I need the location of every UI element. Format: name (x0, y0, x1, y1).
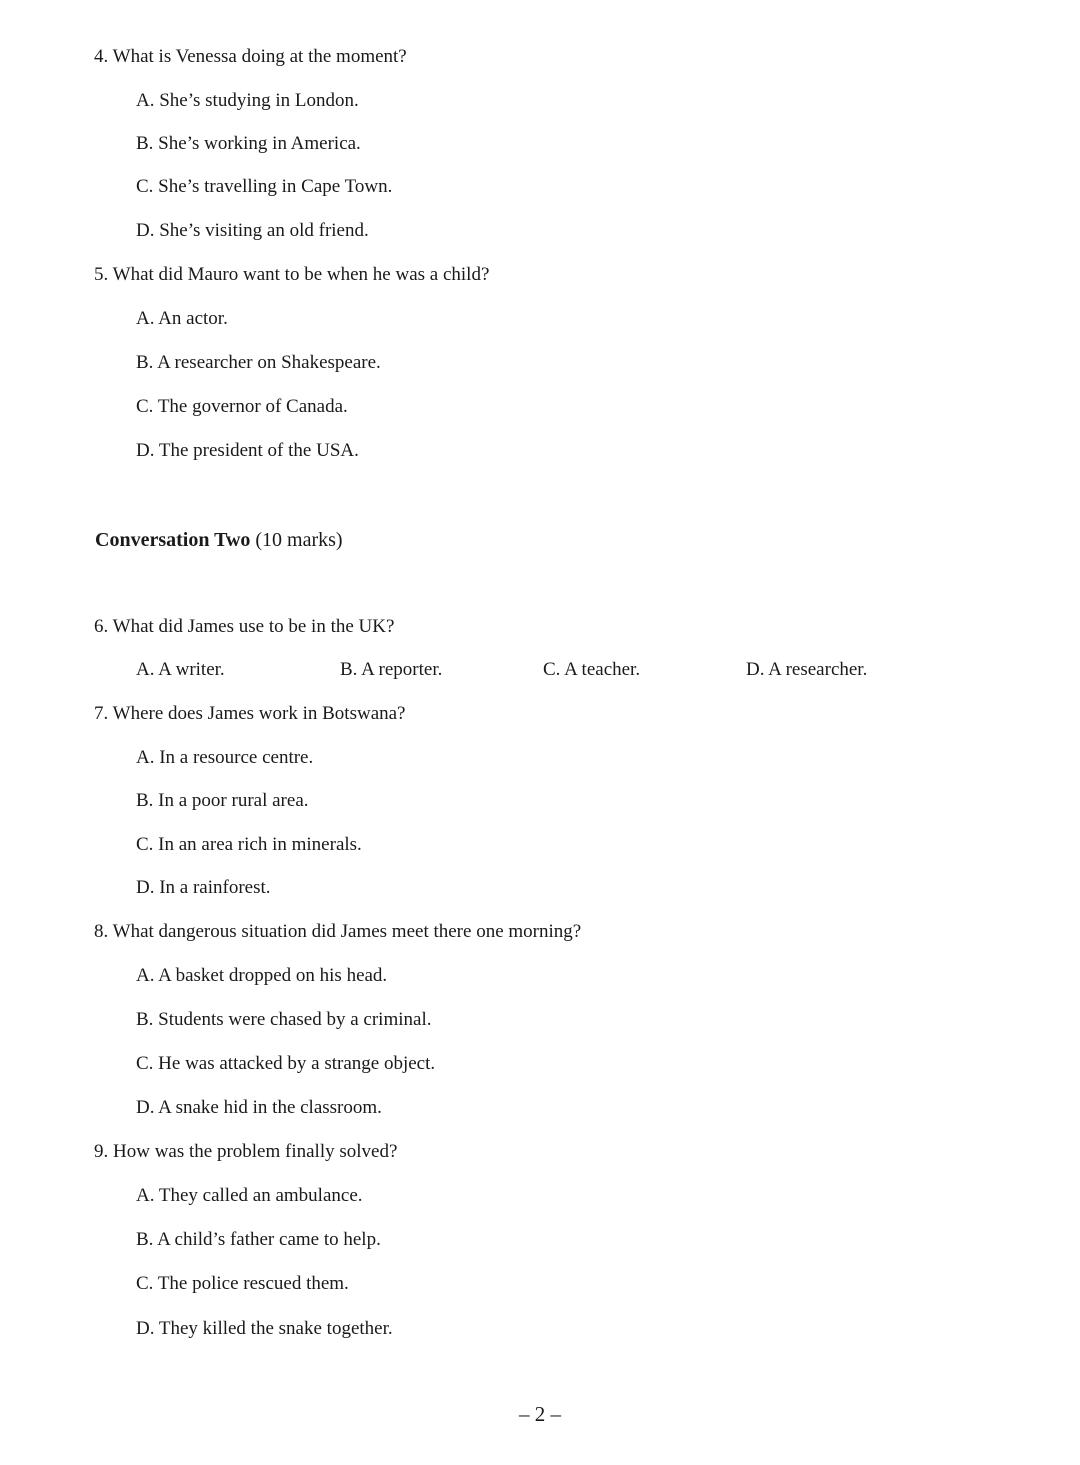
question-6-option-b: B. A reporter. (340, 659, 443, 680)
question-5-option-c: C. The governor of Canada. (136, 396, 348, 417)
question-6-option-a: A. A writer. (136, 659, 225, 680)
question-8-option-b: B. Students were chased by a criminal. (136, 1009, 432, 1030)
question-5-option-b: B. A researcher on Shakespeare. (136, 352, 381, 373)
question-6-option-c: C. A teacher. (543, 659, 641, 680)
question-7: 7. Where does James work in Botswana? (94, 703, 406, 724)
question-7-option-c: C. In an area rich in minerals. (136, 834, 362, 855)
question-7-option-a: A. In a resource centre. (136, 747, 314, 768)
question-9-option-a: A. They called an ambulance. (136, 1185, 363, 1206)
question-9-option-b: B. A child’s father came to help. (136, 1229, 381, 1250)
question-9-option-c: C. The police rescued them. (136, 1273, 349, 1294)
question-8-option-c: C. He was attacked by a strange object. (136, 1053, 436, 1074)
question-4-option-b: B. She’s working in America. (136, 133, 361, 154)
section-heading (95, 527, 343, 553)
question-6: 6. What did James use to be in the UK? (94, 616, 395, 637)
section-marks: (10 marks) (255, 529, 343, 551)
question-4-option-d: D. She’s visiting an old friend. (136, 220, 369, 241)
question-4: 4. What is Venessa doing at the moment? (94, 46, 407, 67)
question-5-option-a: A. An actor. (136, 308, 228, 329)
question-8-option-d: D. A snake hid in the classroom. (136, 1097, 382, 1118)
question-8: 8. What dangerous situation did James meet there one morning? (94, 921, 582, 942)
question-9-option-d: D. They killed the snake together. (136, 1318, 393, 1339)
question-6-option-d: D. A researcher. (746, 659, 868, 680)
question-4-option-c: C. She’s travelling in Cape Town. (136, 176, 393, 197)
question-7-option-d: D. In a rainforest. (136, 877, 271, 898)
section-title: Conversation Two (95, 529, 251, 551)
question-9: 9. How was the problem finally solved? (94, 1141, 398, 1162)
question-7-option-b: B. In a poor rural area. (136, 790, 309, 811)
question-5: 5. What did Mauro want to be when he was a child? (94, 264, 490, 285)
question-5-option-d: D. The president of the USA. (136, 440, 359, 461)
question-4-option-a: A. She’s studying in London. (136, 90, 359, 111)
question-8-option-a: A. A basket dropped on his head. (136, 965, 388, 986)
page-number: – 2 – (519, 1402, 561, 1426)
